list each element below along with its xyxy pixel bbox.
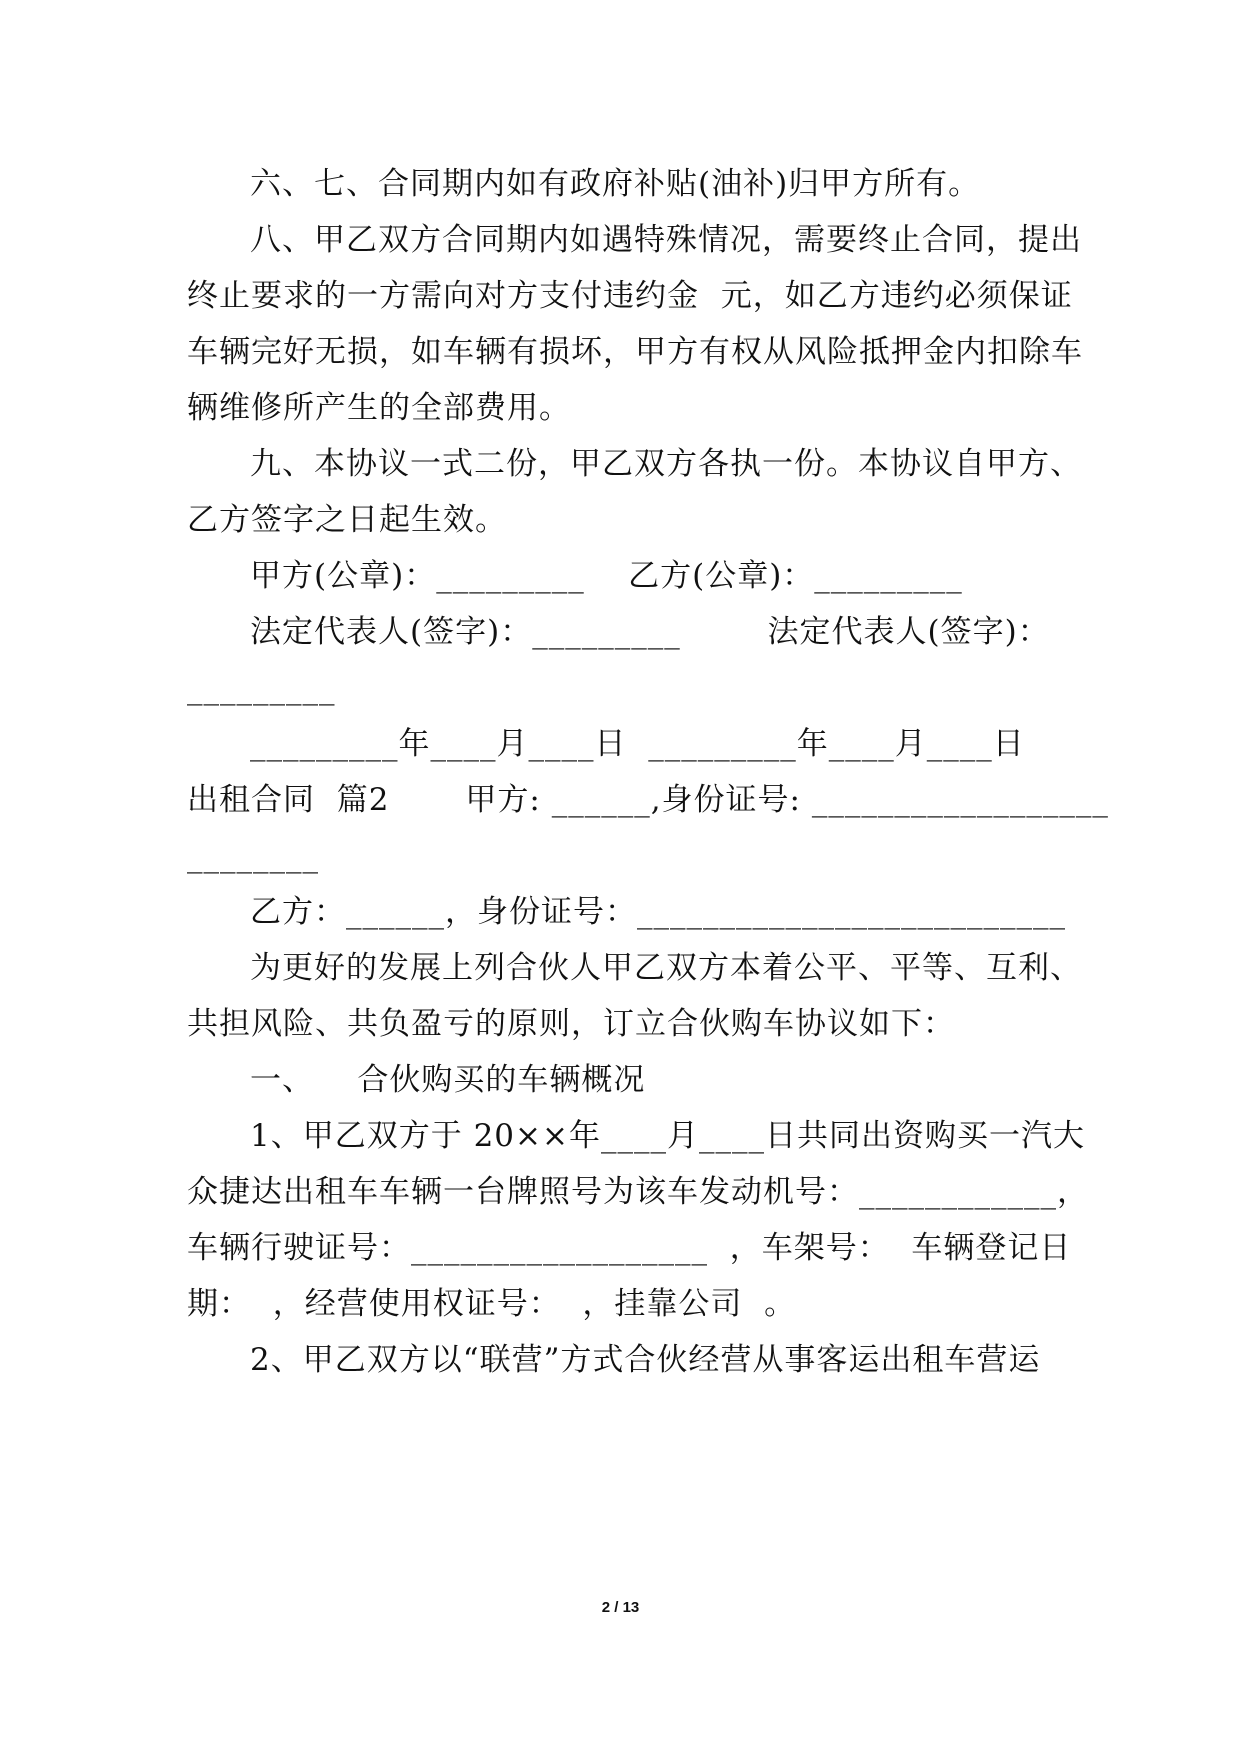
signature-line: 甲方(公章)：_________ 乙方(公章)：_________ xyxy=(250,558,963,594)
paragraph-line: 八、甲乙双方合同期内如遇特殊情况，需要终止合同，提出 xyxy=(250,222,1082,258)
page-number: 2 / 13 xyxy=(601,1599,640,1616)
section-heading: 一、 合伙购买的车辆概况 xyxy=(250,1062,646,1098)
signature-line: _________ xyxy=(187,670,336,706)
paragraph-line: 为更好的发展上列合伙人甲乙双方本着公平、平等、互利、 xyxy=(250,950,1082,986)
paragraph-line: 终止要求的一方需向对方支付违约金 元，如乙方违约必须保证 xyxy=(187,278,1073,314)
contract-heading-line: 出租合同 篇2 甲方: ______,身份证号: __________________ xyxy=(187,782,1109,818)
paragraph-line: 众捷达出租车车辆一台牌照号为该车发动机号：____________， xyxy=(187,1174,1089,1210)
paragraph-line: 共担风险、共负盈亏的原则，订立合伙购车协议如下： xyxy=(187,1006,955,1042)
signature-line: 法定代表人(签字)：_________ 法定代表人(签字)： xyxy=(250,614,1050,650)
paragraph-line: 1、甲乙双方于 20××年____月____日共同出资购买一汽大 xyxy=(250,1118,1085,1154)
party-line: 乙方：______，身份证号：__________________________ xyxy=(250,894,1066,930)
paragraph-line: 车辆完好无损，如车辆有损坏，甲方有权从风险抵押金内扣除车 xyxy=(187,334,1083,370)
paragraph-line: 六、七、合同期内如有政府补贴(油补)归甲方所有。 xyxy=(250,166,981,202)
paragraph-line: ________ xyxy=(187,838,319,874)
paragraph-line: 乙方签字之日起生效。 xyxy=(187,502,507,538)
date-line: _________年____月____日 _________年____月____日 xyxy=(250,726,1025,762)
paragraph-line: 九、本协议一式二份，甲乙双方各执一份。本协议自甲方、 xyxy=(250,446,1082,482)
paragraph-line: 车辆行驶证号：__________________ ，车架号： 车辆登记日 xyxy=(187,1230,1072,1266)
paragraph-line: 期： ，经营使用权证号： ，挂靠公司 。 xyxy=(187,1286,797,1322)
paragraph-line: 2、甲乙双方以“联营”方式合伙经营从事客运出租车营运 xyxy=(250,1342,1041,1378)
paragraph-line: 辆维修所产生的全部费用。 xyxy=(187,390,571,426)
